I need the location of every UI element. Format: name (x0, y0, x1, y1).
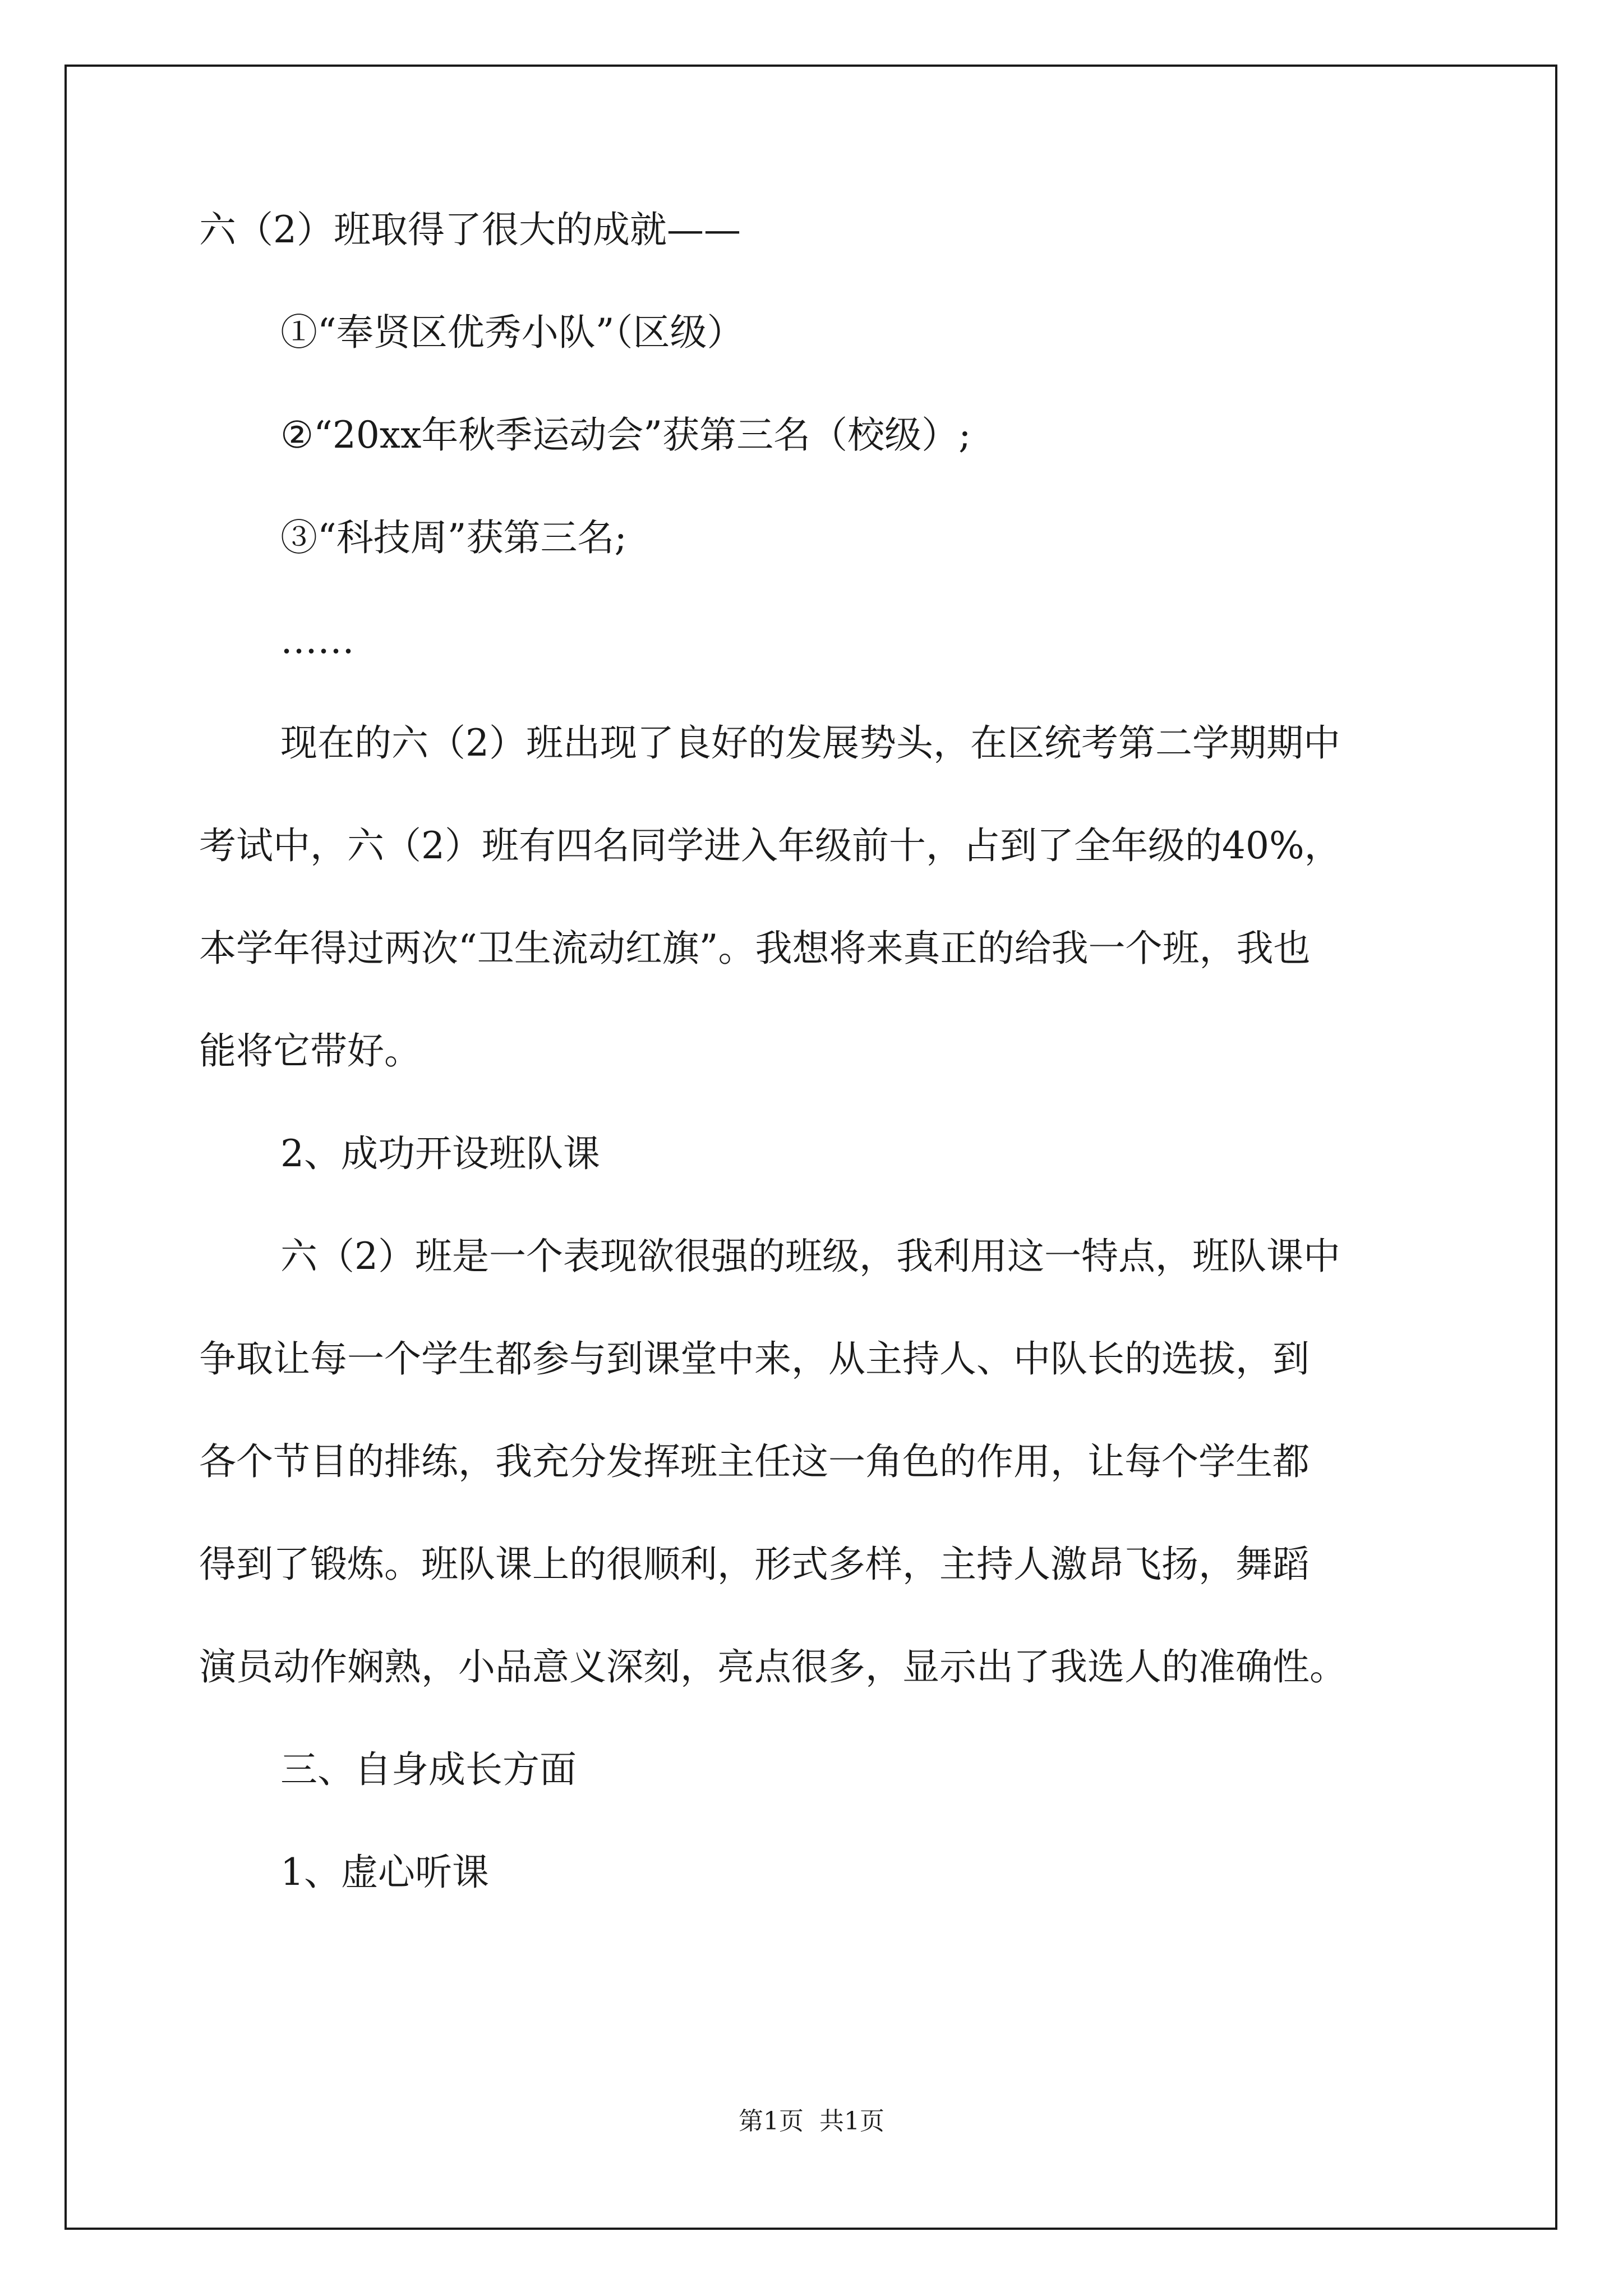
text-line: 1、虚心听课 (280, 1851, 489, 1894)
text-line: 现在的六（2）班出现了良好的发展势头，在区统考第二学期期中 (280, 721, 1340, 765)
page-footer: 第1页 共1页 (739, 2107, 884, 2136)
text-line: ③“科技周”获第三名; (280, 516, 627, 559)
text-line: 六（2）班取得了很大的成就—— (199, 208, 741, 251)
text-line: ②“20xx年秋季运动会”获第三名（校级）; (280, 413, 971, 457)
text-line: 三、自身成长方面 (280, 1748, 577, 1791)
text-line: 演员动作娴熟，小品意义深刻，亮点很多，显示出了我选人的准确性。 (199, 1645, 1347, 1688)
text-line: 2、成功开设班队课 (280, 1132, 600, 1175)
text-line: …… (280, 619, 354, 662)
text-line: ①“奉贤区优秀小队”（区级） (280, 311, 744, 354)
text-line: 六（2）班是一个表现欲很强的班级，我利用这一特点，班队课中 (280, 1235, 1340, 1278)
text-line: 争取让每一个学生都参与到课堂中来，从主持人、中队长的选拔，到 (199, 1337, 1310, 1381)
text-line: 本学年得过两次“卫生流动红旗”。我想将来真正的给我一个班，我也 (199, 927, 1311, 970)
text-line: 能将它带好。 (199, 1029, 421, 1073)
text-line: 各个节目的排练，我充分发挥班主任这一角色的作用，让每个学生都 (199, 1440, 1310, 1483)
text-line: 考试中，六（2）班有四名同学进入年级前十，占到了全年级的40%， (199, 824, 1341, 867)
text-line: 得到了锻炼。班队课上的很顺利，形式多样，主持人激昂飞扬，舞蹈 (199, 1543, 1310, 1586)
